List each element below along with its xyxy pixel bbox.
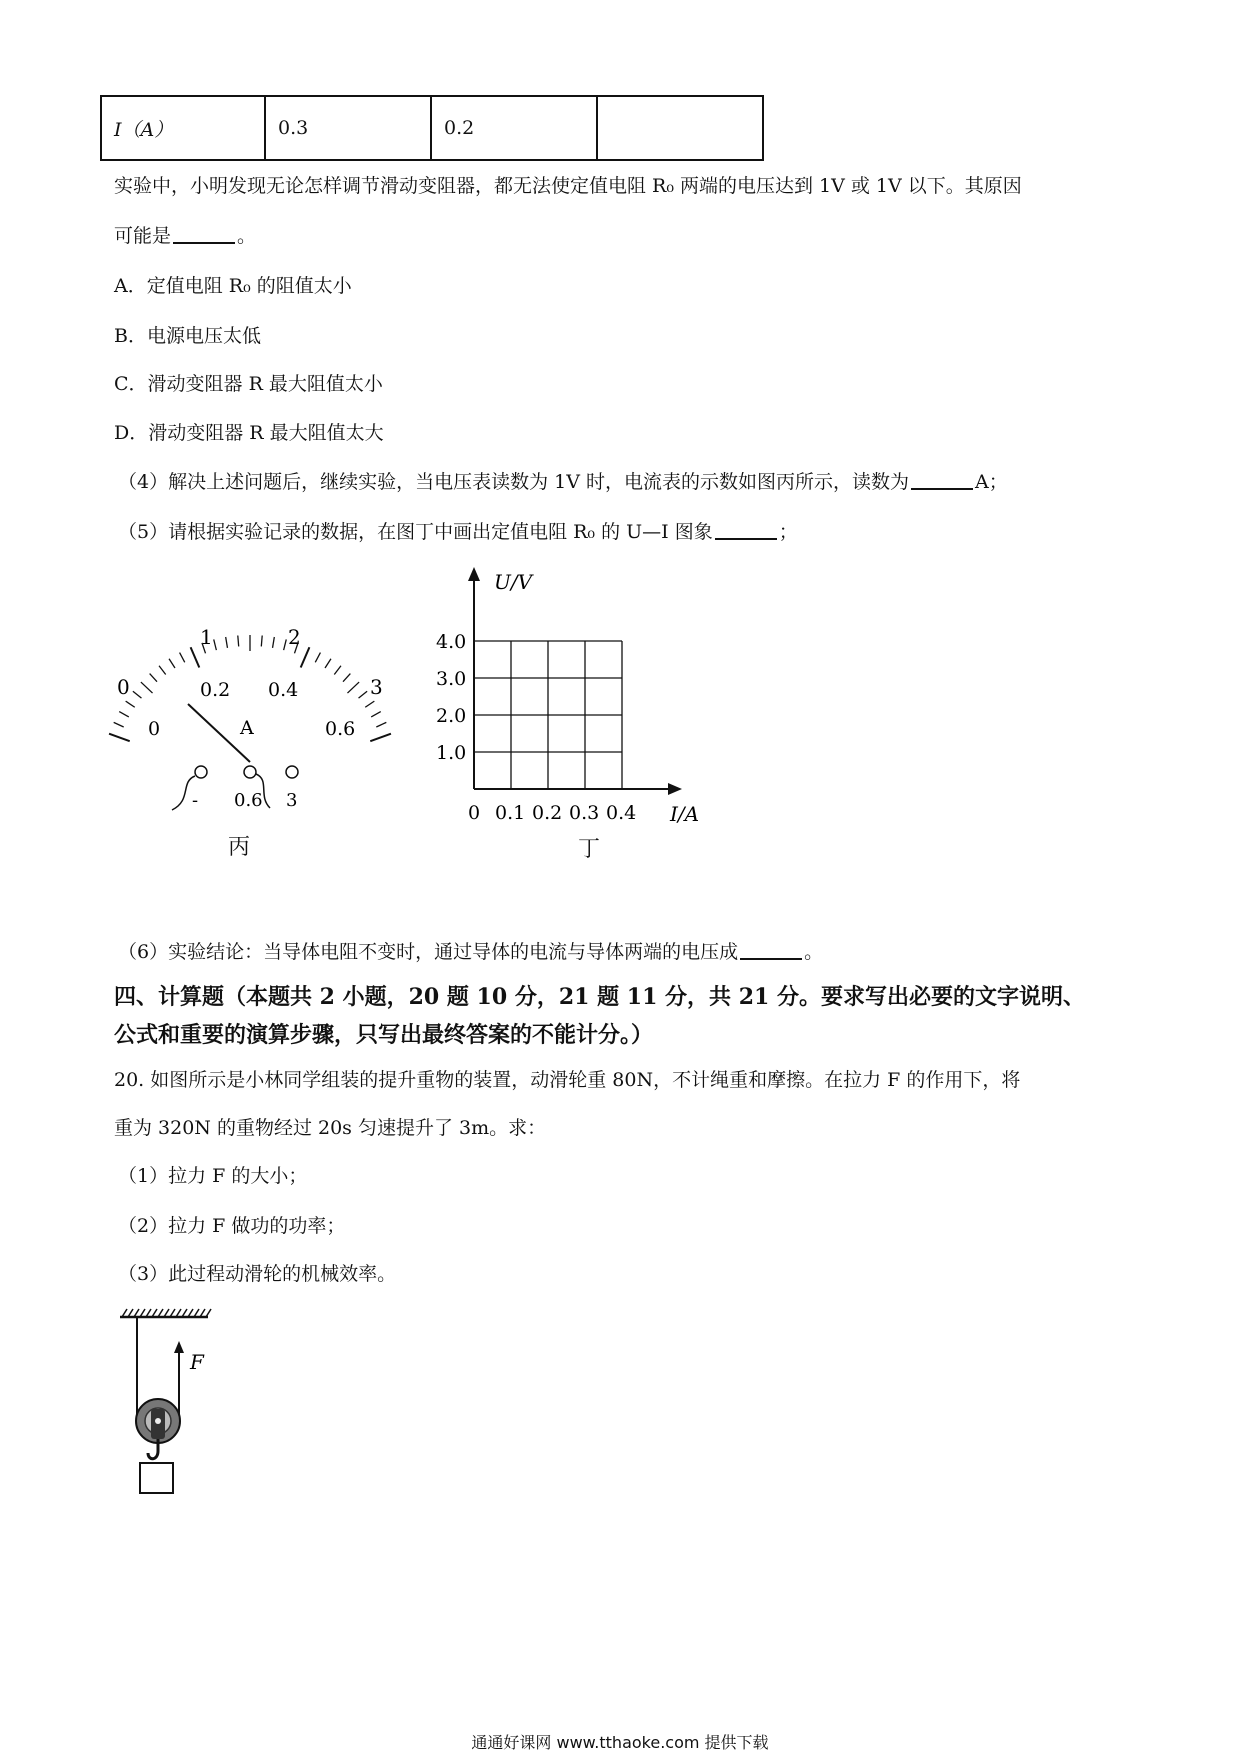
meter-bottom-scale-label: 0 xyxy=(148,718,161,740)
table-row xyxy=(101,96,763,160)
meter-tick xyxy=(180,653,185,663)
x-tick-label: 0.4 xyxy=(606,802,637,824)
x-axis-arrow xyxy=(668,783,682,795)
q4-line xyxy=(118,468,1008,496)
x-tick-label: 0 xyxy=(468,802,481,824)
section-heading-line1: 四、计算题（本题共 2 小题，20 题 10 分，21 题 11 分，共 21 分。要求写出必要的文字说明、 xyxy=(114,984,1085,1010)
q20-line1: 20. 如图所示是小林同学组装的提升重物的装置，动滑轮重 80N，不计绳重和摩擦。在拉力 F 的作用下，将 xyxy=(114,1069,1021,1091)
terminal-label: 3 xyxy=(286,790,298,811)
meter-tick xyxy=(343,674,350,682)
meter-tick xyxy=(315,653,320,663)
hatch-line xyxy=(206,1309,211,1317)
y-tick-label: 4.0 xyxy=(436,631,467,653)
y-tick-label: 3.0 xyxy=(436,668,467,690)
section-heading-line2: 公式和重要的演算步骤，只写出最终答案的不能计分。） xyxy=(114,1022,654,1048)
meter-tick xyxy=(191,647,200,667)
x-tick-label: 0.1 xyxy=(495,802,526,824)
terminal-label: 0.6 xyxy=(234,790,263,811)
meter-tick xyxy=(150,674,157,682)
data-table xyxy=(100,95,764,161)
meter-tick xyxy=(169,659,175,668)
meter-tick xyxy=(325,659,331,668)
option-b: B．电源电压太低 xyxy=(114,325,261,347)
meter-tick xyxy=(273,637,275,648)
q20-sub-1: （1）拉力 F 的大小； xyxy=(118,1165,308,1187)
answer-blank[interactable] xyxy=(173,224,235,244)
option-c: C．滑动变阻器 R 最大阻值太小 xyxy=(114,373,383,395)
meter-bottom-scale-label: 0.4 xyxy=(268,679,299,701)
meter-tick xyxy=(376,722,386,727)
meter-tick xyxy=(261,635,262,646)
ammeter-figure xyxy=(100,610,400,820)
q3-line2-text: 可能是 xyxy=(114,225,172,247)
answer-blank[interactable] xyxy=(715,520,777,540)
pulley-figure xyxy=(110,1305,230,1515)
q3-line2-end: 。 xyxy=(237,225,257,247)
meter-tick xyxy=(301,647,310,667)
q20-sub-3: （3）此过程动滑轮的机械效率。 xyxy=(118,1263,397,1285)
graph-grid xyxy=(474,641,622,789)
meter-tick xyxy=(133,691,142,698)
y-tick-label: 2.0 xyxy=(436,705,467,727)
meter-tick xyxy=(114,722,124,727)
meter-top-scale-label: 0 xyxy=(117,675,130,699)
q3-line2 xyxy=(114,222,256,250)
option-d: D．滑动变阻器 R 最大阻值太大 xyxy=(114,422,384,444)
meter-tick xyxy=(126,701,135,707)
table-cell: 0.3 xyxy=(265,96,431,160)
terminal-minus xyxy=(195,766,207,778)
figure-caption-bing: 丙 xyxy=(228,835,251,860)
x-tick-label: 0.2 xyxy=(532,802,563,824)
x-tick-labels xyxy=(468,802,636,824)
q5-end: ； xyxy=(778,521,798,543)
q20-line2: 重为 320N 的重物经过 20s 匀速提升了 3m。求： xyxy=(114,1117,547,1139)
q20-sub-2: （2）拉力 F 做功的功率； xyxy=(118,1215,346,1237)
meter-top-scale-label: 2 xyxy=(288,625,301,649)
meter-tick xyxy=(214,639,217,650)
meter-tick xyxy=(347,682,359,693)
y-tick-labels xyxy=(436,631,466,764)
option-a: A．定值电阻 R₀ 的阻值太小 xyxy=(114,275,352,297)
meter-tick xyxy=(226,637,228,648)
meter-tick xyxy=(109,734,130,742)
terminal-0-6 xyxy=(244,766,256,778)
q5-line xyxy=(118,518,798,546)
meter-tick xyxy=(370,734,391,742)
meter-tick xyxy=(238,635,239,646)
meter-bottom-scale-label: 0.6 xyxy=(325,718,356,740)
table-cell: 0.2 xyxy=(431,96,597,160)
terminal-label: - xyxy=(192,790,199,811)
q3-line1: 实验中，小明发现无论怎样调节滑动变阻器，都无法使定值电阻 R₀ 两端的电压达到 1V 或 1V 以下。其原因 xyxy=(114,175,1022,197)
x-axis-label: I/A xyxy=(670,802,700,826)
meter-tick xyxy=(284,639,287,650)
meter-tick xyxy=(365,701,374,707)
meter-unit-label: A xyxy=(240,717,254,739)
meter-tick xyxy=(371,712,381,717)
q6-end: 。 xyxy=(804,941,824,963)
force-label: F xyxy=(190,1350,204,1374)
weight-block xyxy=(140,1463,173,1493)
meter-tick xyxy=(334,666,341,675)
meter-tick xyxy=(141,682,153,693)
answer-blank[interactable] xyxy=(911,470,973,490)
terminal-3 xyxy=(286,766,298,778)
meter-tick xyxy=(119,712,129,717)
x-tick-label: 0.3 xyxy=(569,802,600,824)
meter-bottom-scale-label: 0.2 xyxy=(200,679,231,701)
q6-text: （6）实验结论：当导体电阻不变时，通过导体的电流与导体两端的电压成 xyxy=(118,941,739,963)
force-arrow xyxy=(174,1341,184,1353)
y-axis-arrow xyxy=(468,567,480,581)
ui-graph-figure xyxy=(420,565,720,835)
q5-text: （5）请根据实验记录的数据，在图丁中画出定值电阻 R₀ 的 U—I 图象 xyxy=(118,521,713,543)
figure-caption-ding: 丁 xyxy=(578,837,601,862)
footer-watermark: 通通好课网 www.tthaoke.com 提供下载 xyxy=(471,1733,769,1752)
meter-top-scale-label: 1 xyxy=(200,625,213,649)
answer-blank[interactable] xyxy=(740,940,802,960)
q4-end: A； xyxy=(974,471,1008,493)
table-cell xyxy=(597,96,763,160)
meter-tick xyxy=(359,691,368,698)
y-axis-label: U/V xyxy=(494,570,533,594)
pulley-axle xyxy=(155,1418,161,1424)
q6-line xyxy=(118,938,823,966)
table-cell: I（A） xyxy=(101,96,265,160)
meter-top-scale-label: 3 xyxy=(370,675,383,699)
y-tick-label: 1.0 xyxy=(436,742,467,764)
q4-text: （4）解决上述问题后，继续实验，当电压表读数为 1V 时，电流表的示数如图丙所示，读数为 xyxy=(118,471,909,493)
meter-tick xyxy=(159,666,166,675)
